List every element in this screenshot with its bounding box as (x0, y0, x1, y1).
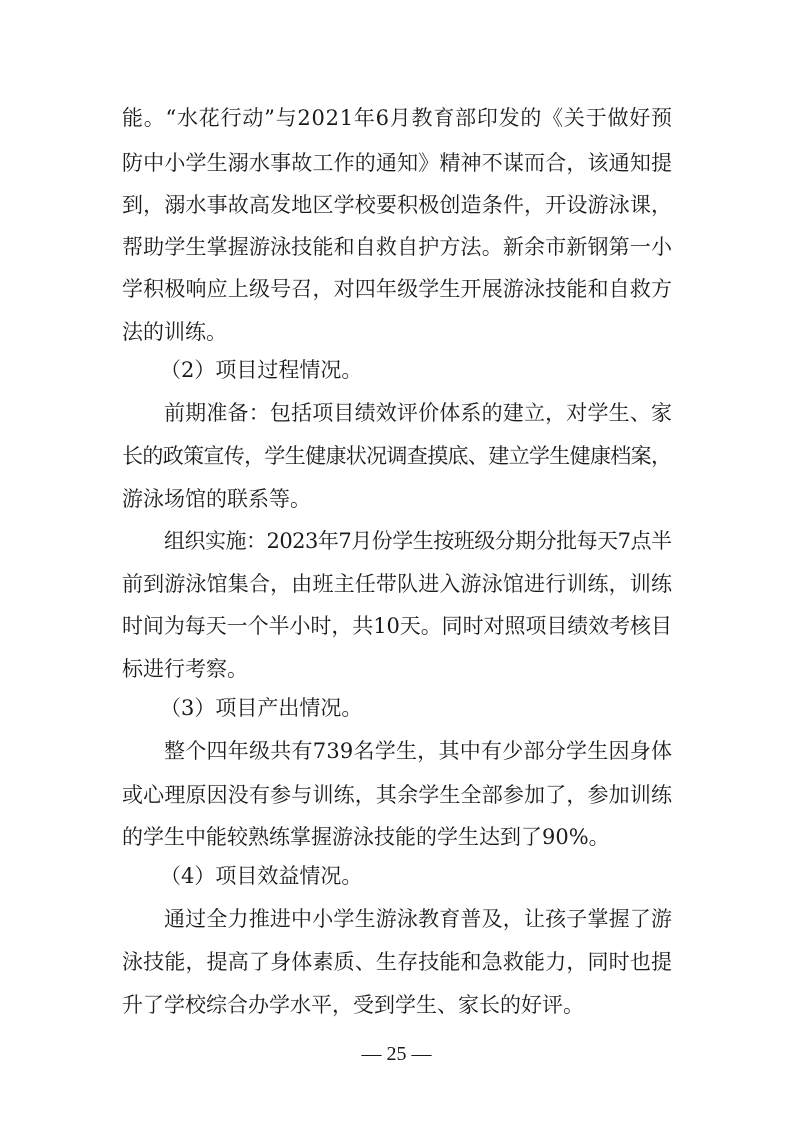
line-text: 通过全力推进中小学生游泳教育普及，让孩子掌握了游 (164, 907, 673, 931)
line-text: 前到游泳馆集合，由班主任带队进入游泳馆进行训练，训练 (122, 572, 673, 596)
line-text: 游泳场馆的联系等。 (122, 487, 311, 511)
text-line (0, 904, 793, 934)
text-line (0, 441, 793, 471)
section-heading (0, 861, 793, 891)
line-text: 整个四年级共有739名学生，其中有少部分学生因身体 (164, 739, 673, 763)
text-line (0, 526, 793, 556)
text-line (0, 398, 793, 428)
text-line (0, 484, 793, 514)
heading-text: （4）项目效益情况。 (160, 864, 363, 888)
text-line (0, 317, 793, 347)
text-line (0, 947, 793, 977)
line-text: 帮助学生掌握游泳技能和自救自护方法。新余市新钢第一小 (122, 235, 673, 259)
text-line (0, 822, 793, 852)
line-text: 学积极响应上级号召，对四年级学生开展游泳技能和自救方 (122, 277, 673, 301)
line-text: 标进行考察。 (122, 657, 248, 681)
line-text: 组织实施：2023年7月份学生按班级分期分批每天7点半 (164, 529, 672, 553)
line-text: 泳技能，提高了身体素质、生存技能和急救能力，同时也提 (122, 950, 673, 974)
text-line (0, 611, 793, 641)
heading-text: （3）项目产出情况。 (160, 696, 363, 720)
text-line (0, 654, 793, 684)
text-line (0, 569, 793, 599)
line-text: 防中小学生溺水事故工作的通知》精神不谋而合，该通知提 (122, 151, 673, 175)
text-line (0, 736, 793, 766)
text-line (0, 274, 793, 304)
page-number: — 25 — (361, 1043, 432, 1065)
text-line (0, 780, 793, 810)
line-text: 能。“水花行动”与2021年6月教育部印发的《关于做好预 (122, 106, 673, 130)
heading-text: （2）项目过程情况。 (160, 358, 363, 382)
line-text: 长的政策宣传，学生健康状况调查摸底、建立学生健康档案， (122, 444, 672, 468)
section-heading (0, 693, 793, 723)
line-text: 法的训练。 (122, 320, 227, 344)
line-text: 到，溺水事故高发地区学校要积极创造条件，开设游泳课， (122, 193, 673, 217)
text-line (0, 190, 793, 220)
section-heading (0, 355, 793, 385)
text-line (0, 148, 793, 178)
line-text: 的学生中能较熟练掌握游泳技能的学生达到了90%。 (122, 825, 610, 849)
text-line (0, 232, 793, 262)
line-text: 或心理原因没有参与训练，其余学生全部参加了，参加训练 (122, 783, 673, 807)
text-line (0, 990, 793, 1020)
line-text: 前期准备：包括项目绩效评价体系的建立，对学生、家 (164, 401, 673, 425)
line-text: 升了学校综合办学水平，受到学生、家长的好评。 (122, 993, 584, 1017)
line-text: 时间为每天一个半小时，共10天。同时对照项目绩效考核目 (122, 614, 672, 638)
text-line (0, 103, 793, 133)
